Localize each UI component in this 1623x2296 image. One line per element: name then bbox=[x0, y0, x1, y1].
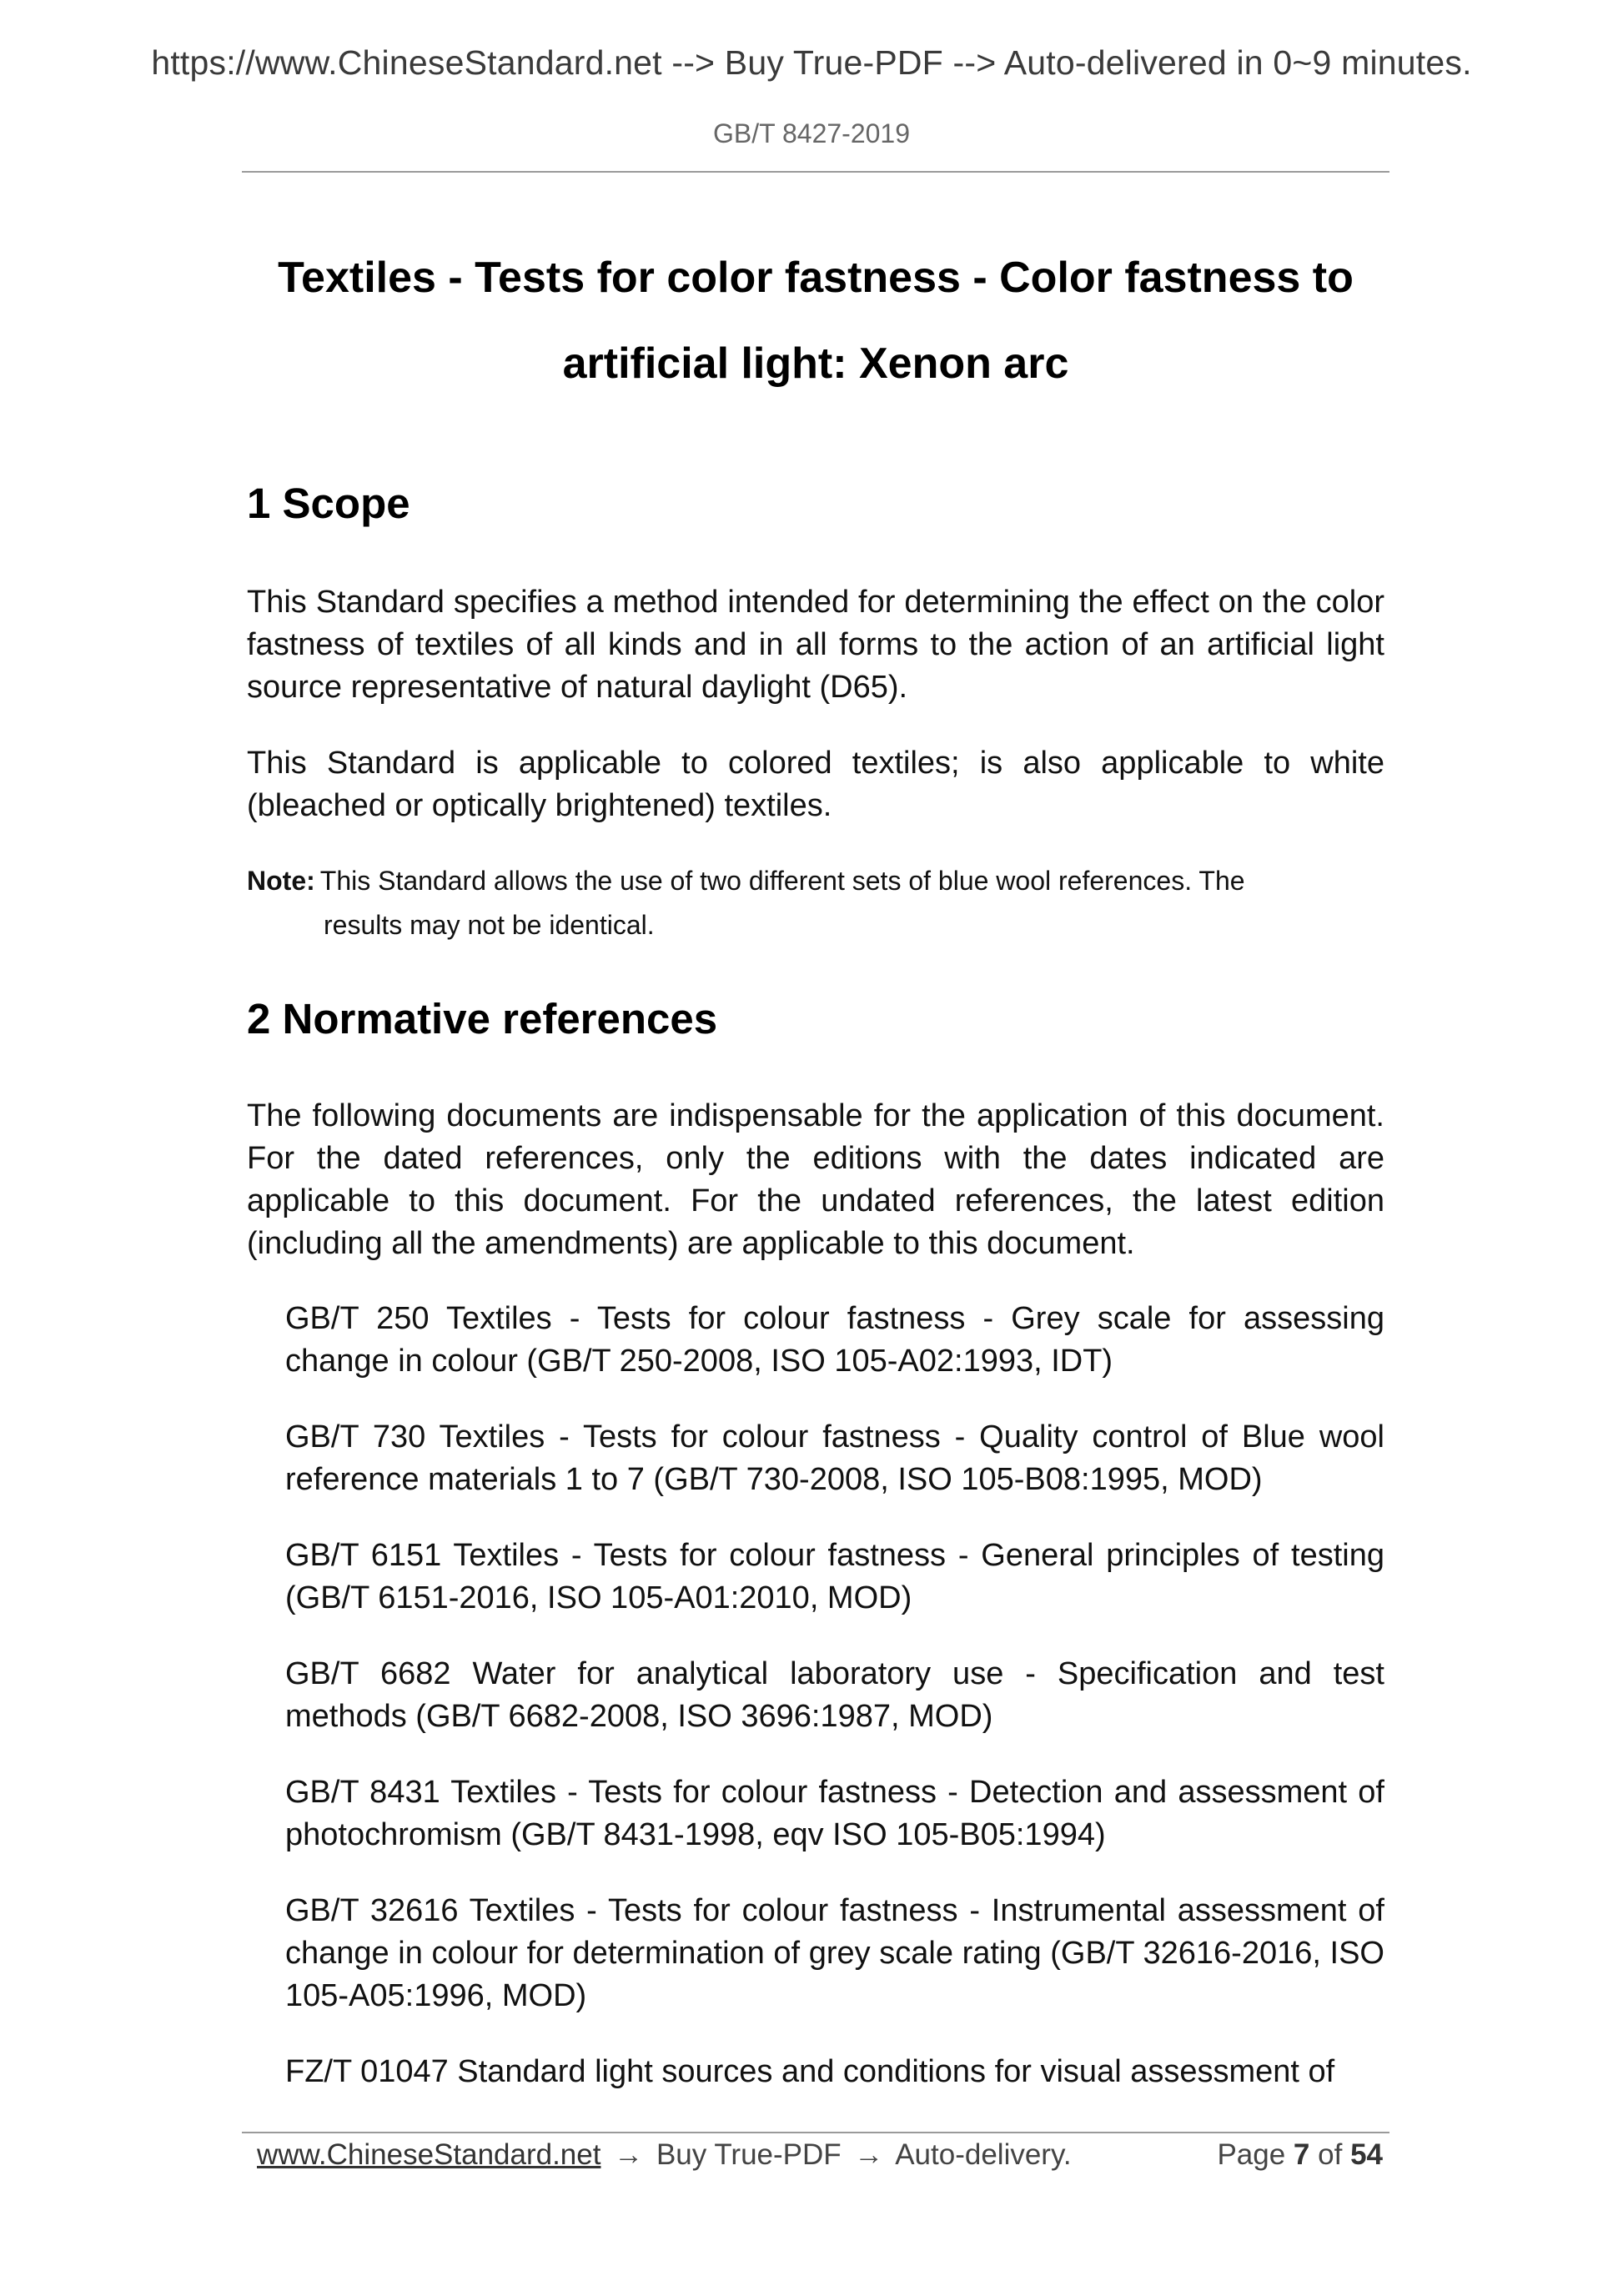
page-current: 7 bbox=[1293, 2138, 1310, 2171]
reference-item: FZ/T 01047 Standard light sources and conditions for visual assessment of bbox=[285, 2054, 1335, 2089]
note-text-1: This Standard allows the use of two different sets of blue wool references. The bbox=[319, 866, 1245, 896]
document-title-line1: Textiles - Tests for color fastness - Color fastness to bbox=[278, 254, 1354, 302]
note-line-1 bbox=[247, 859, 1384, 903]
arrow-right-icon: → bbox=[614, 2138, 644, 2171]
standard-code: GB/T 8427-2019 bbox=[712, 118, 910, 148]
scope-paragraph-2: This Standard is applicable to colored textiles; is also applicable to white (bleached or optically brightened) textiles. bbox=[247, 746, 1384, 823]
reference-item: GB/T 730 Textiles - Tests for colour fastness - Quality control of Blue wool reference materials 1 to 7 (GB/T 730-2008, ISO 105-B08:1995, MOD) bbox=[285, 1419, 1384, 1497]
note-text-2: results may not be identical. bbox=[324, 910, 655, 940]
source-banner: https://www.ChineseStandard.net --> Buy True-PDF --> Auto-delivered in 0~9 minutes. bbox=[151, 43, 1472, 82]
section-heading-normative-references: 2 Normative references bbox=[247, 995, 718, 1042]
scope-note bbox=[247, 859, 1384, 947]
footer-delivery-text: Auto-delivery. bbox=[895, 2138, 1072, 2171]
footer-buy-text: Buy True-PDF bbox=[656, 2138, 842, 2171]
reference-item: GB/T 250 Textiles - Tests for colour fastness - Grey scale for assessing change in colour (GB/T 250-2008, ISO 105-A02:1993, IDT) bbox=[285, 1301, 1384, 1379]
scope-paragraph-1: This Standard specifies a method intended for determining the effect on the color fastness of textiles of all kinds and in all forms to the action of an artificial light source representative of natural daylight (D65). bbox=[247, 585, 1384, 705]
note-label: Note: bbox=[247, 866, 315, 896]
footer-divider bbox=[242, 2132, 1389, 2133]
footer-site-link[interactable]: www.ChineseStandard.net bbox=[257, 2138, 601, 2171]
header-divider bbox=[242, 171, 1389, 173]
arrow-right-icon: → bbox=[854, 2138, 884, 2171]
document-title-line2: artificial light: Xenon arc bbox=[562, 339, 1069, 388]
reference-item: GB/T 8431 Textiles - Tests for colour fastness - Detection and assessment of photochromism (GB/T 8431-1998, eqv ISO 105-B05:1994) bbox=[285, 1775, 1384, 1852]
page-number bbox=[1217, 2135, 1383, 2175]
page-total: 54 bbox=[1350, 2138, 1383, 2171]
reference-item: GB/T 6682 Water for analytical laboratory use - Specification and test methods (GB/T 6682-2008, ISO 3696:1987, MOD) bbox=[285, 1656, 1384, 1734]
reference-item: GB/T 32616 Textiles - Tests for colour fastness - Instrumental assessment of change in colour for determination of grey scale rating (GB/T 32616-2016, ISO 105-A05:1996, MOD) bbox=[285, 1893, 1384, 2013]
references-intro: The following documents are indispensable for the application of this document. For the dated references, only the editions with the dates indicated are applicable to this document. For the undated references, the latest edition (including all the amendments) are applicable to this document. bbox=[247, 1098, 1384, 1261]
document-title bbox=[242, 235, 1389, 407]
reference-item: GB/T 6151 Textiles - Tests for colour fastness - General principles of testing (GB/T 6151-2016, ISO 105-A01:2010, MOD) bbox=[285, 1538, 1384, 1615]
of-word: of bbox=[1318, 2138, 1343, 2171]
section-heading-scope: 1 Scope bbox=[247, 480, 410, 527]
page-footer bbox=[257, 2135, 1383, 2175]
page-word: Page bbox=[1217, 2138, 1286, 2171]
